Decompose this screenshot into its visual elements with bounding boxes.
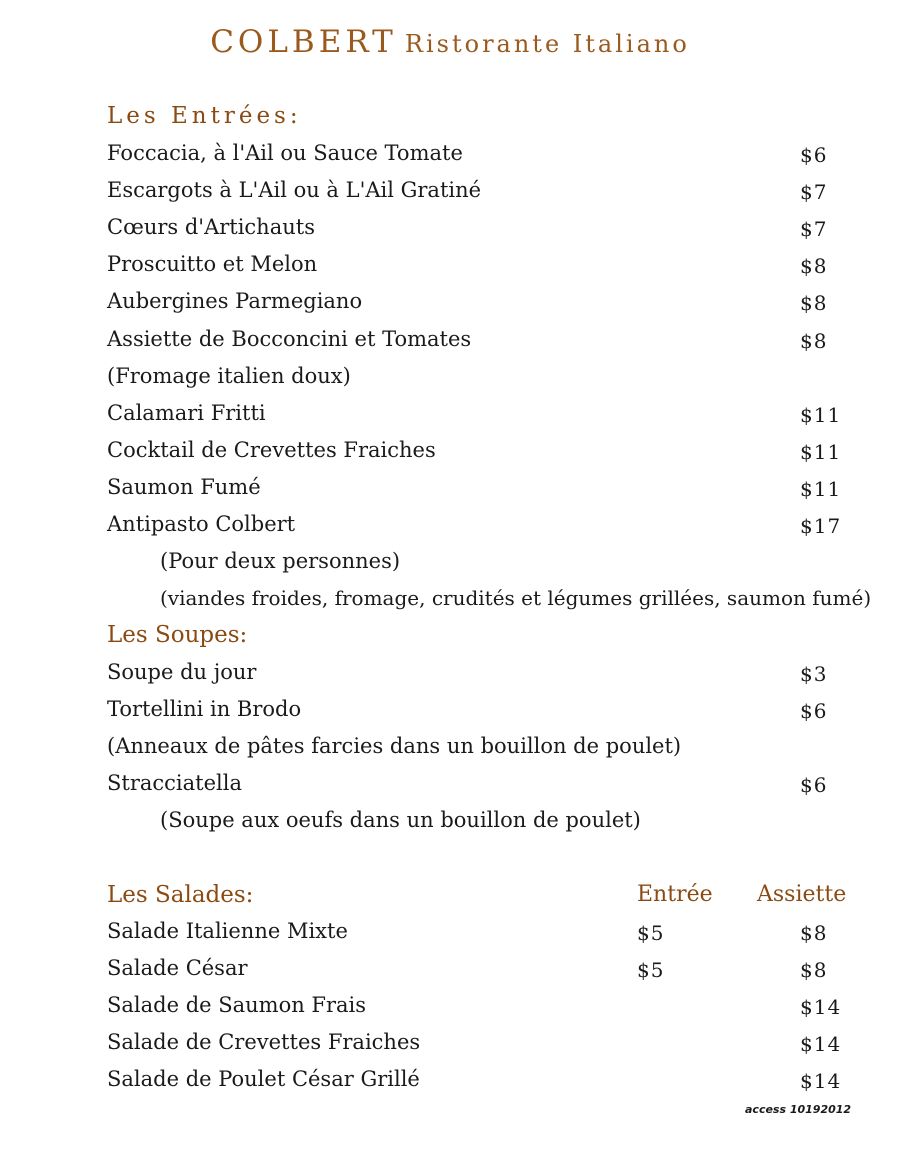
item-price-assiette: $14	[800, 1069, 842, 1093]
item-price: $6	[800, 699, 828, 723]
menu-item	[107, 697, 301, 727]
restaurant-subtitle: Ristorante Italiano	[404, 30, 690, 58]
item-price: $8	[800, 254, 828, 278]
item-name: Assiette de Bocconcini et Tomates	[107, 327, 472, 351]
section-title-soupes: Les Soupes:	[107, 622, 248, 648]
column-header-assiette: Assiette	[757, 882, 847, 907]
item-name: Salade Italienne Mixte	[107, 919, 348, 943]
item-name: Proscuitto et Melon	[107, 252, 318, 276]
menu-item	[107, 252, 317, 282]
item-price-entree: $5	[637, 958, 665, 982]
menu-item	[107, 771, 242, 801]
item-price-entree: $5	[637, 921, 665, 945]
item-name: Saumon Fumé	[107, 475, 261, 499]
item-name: Salade de Poulet César Grillé	[107, 1067, 420, 1091]
item-name: Escargots à L'Ail ou à L'Ail Gratiné	[107, 178, 482, 202]
item-name: Antipasto Colbert	[107, 512, 296, 536]
item-price: $7	[800, 217, 828, 241]
item-description: (Fromage italien doux)	[107, 364, 351, 388]
item-description: (Pour deux personnes)	[160, 549, 401, 573]
item-description: (Anneaux de pâtes farcies dans un bouillon de poulet)	[107, 734, 682, 758]
menu-item	[107, 956, 248, 986]
item-name: Calamari Fritti	[107, 401, 266, 425]
menu-title	[0, 24, 900, 60]
menu-item	[107, 289, 362, 319]
item-description: (Soupe aux oeufs dans un bouillon de poulet)	[160, 808, 641, 832]
item-price: $6	[800, 773, 828, 797]
menu-item	[107, 327, 471, 357]
item-price-assiette: $14	[800, 995, 842, 1019]
item-price: $11	[800, 403, 842, 427]
item-name: Salade César	[107, 956, 248, 980]
item-name: Tortellini in Brodo	[107, 697, 302, 721]
item-price: $8	[800, 291, 828, 315]
item-name: Stracciatella	[107, 771, 242, 795]
menu-item	[107, 215, 315, 245]
menu-item	[107, 178, 481, 208]
section-title-entrees: Les Entrées:	[107, 103, 302, 129]
menu-item	[107, 475, 261, 505]
item-price: $8	[800, 329, 828, 353]
menu-item	[107, 1030, 420, 1060]
menu-item	[107, 438, 436, 468]
item-price: $3	[800, 662, 828, 686]
item-name: Cœurs d'Artichauts	[107, 215, 315, 239]
item-price: $7	[800, 180, 828, 204]
item-name: Salade de Crevettes Fraiches	[107, 1030, 421, 1054]
item-description: (viandes froides, fromage, crudités et légumes grillées, saumon fumé)	[160, 586, 872, 610]
menu-item	[107, 512, 295, 542]
restaurant-name: COLBERT	[210, 24, 397, 60]
item-price: $11	[800, 440, 842, 464]
menu-item	[107, 401, 266, 431]
item-name: Soupe du jour	[107, 660, 257, 684]
item-name: Cocktail de Crevettes Fraiches	[107, 438, 436, 462]
column-header-entree: Entrée	[637, 882, 713, 907]
item-price: $11	[800, 477, 842, 501]
menu-item	[107, 660, 256, 690]
item-name: Foccacia, à l'Ail ou Sauce Tomate	[107, 141, 463, 165]
item-name: Salade de Saumon Frais	[107, 993, 367, 1017]
menu-item	[107, 919, 348, 949]
item-price-assiette: $8	[800, 921, 828, 945]
menu-item	[107, 993, 366, 1023]
menu-item	[107, 141, 463, 171]
access-code: access 10192012	[745, 1103, 852, 1116]
item-name: Aubergines Parmegiano	[107, 289, 363, 313]
menu-item	[107, 1067, 420, 1097]
item-price-assiette: $8	[800, 958, 828, 982]
item-price: $6	[800, 143, 828, 167]
item-price: $17	[800, 514, 842, 538]
section-title-salades: Les Salades:	[107, 882, 254, 908]
item-price-assiette: $14	[800, 1032, 842, 1056]
